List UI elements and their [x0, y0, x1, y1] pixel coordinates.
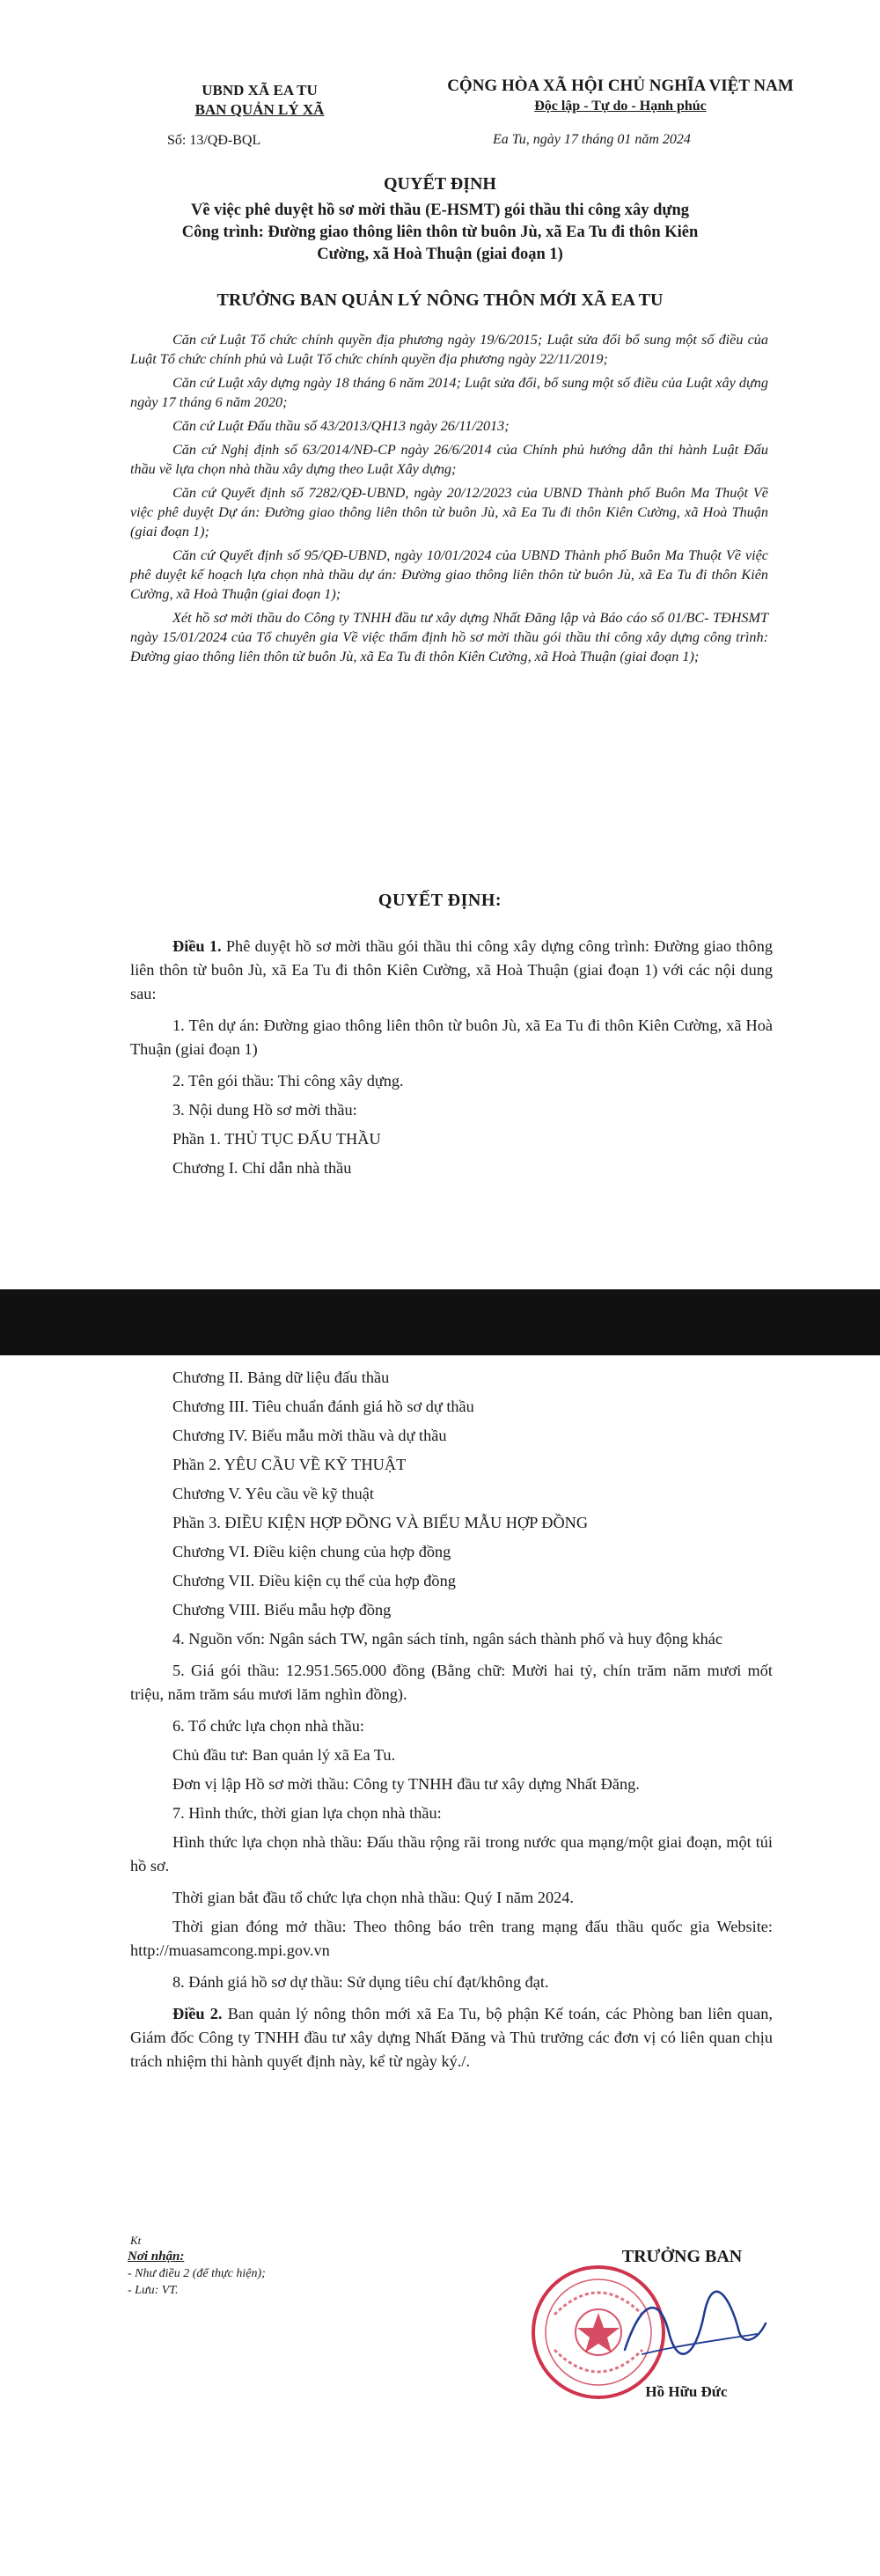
article-item: Phần 1. THỦ TỤC ĐẤU THẦU	[172, 1130, 381, 1148]
article-item: Chương VII. Điều kiện cụ thể của hợp đồng	[172, 1572, 456, 1589]
org-line-1: UBND XÃ EA TU	[202, 82, 318, 99]
article-item: 2. Tên gói thầu: Thi công xây dựng.	[172, 1072, 404, 1090]
document-date: Ea Tu, ngày 17 tháng 01 năm 2024	[493, 132, 691, 147]
article-2-label: Điều 2.	[172, 2005, 223, 2022]
recipients-list	[128, 2249, 392, 2299]
article-1-text: Phê duyệt hồ sơ mời thầu gói thầu thi công xây dựng công trình: Đường giao thông liên thôn từ buôn Jù, xã Ea Tu đi thôn Kiên Cường, xã Hoà Thuận (giai đoạn 1) với các nội dung sau:	[130, 937, 773, 1002]
subject-line-1: Về việc phê duyệt hồ sơ mời thầu (E-HSMT) gói thầu thi công xây dựng	[190, 202, 690, 219]
document-title: QUYẾT ĐỊNH	[384, 174, 496, 194]
article-item: Đơn vị lập Hồ sơ mời thầu: Công ty TNHH đầu tư xây dựng Nhất Đăng.	[172, 1775, 640, 1793]
ground-item: Căn cứ Luật Đấu thầu số 43/2013/QH13 ngày 26/11/2013;	[172, 418, 510, 434]
document-number: Số: 13/QĐ-BQL	[167, 133, 261, 148]
ground-item: Căn cứ Luật xây dựng ngày 18 tháng 6 năm 2014; Luật sửa đổi, bổ sung một số điều của Luật xây dựng ngày 17 tháng 6 năm 2020;	[130, 375, 768, 410]
article-1	[130, 935, 773, 1185]
subject-line-3: Cường, xã Hoà Thuận (giai đoạn 1)	[317, 246, 563, 263]
ground-item: Căn cứ Luật Tổ chức chính quyền địa phương ngày 19/6/2015; Luật sửa đổi bổ sung một số điều của Luật Tổ chức chính phủ và Luật Tổ chức chính quyền địa phương ngày 22/11/2019;	[130, 332, 768, 367]
article-item: Chủ đầu tư: Ban quản lý xã Ea Tu.	[172, 1746, 396, 1764]
ground-item: Xét hồ sơ mời thầu do Công ty TNHH đầu tư xây dựng Nhất Đăng lập và Báo cáo số 01/BC- TĐHSMT ngày 15/01/2024 của Tổ chuyên gia Về việc thẩm định hồ sơ mời thầu gói thầu thi công xây dựng công trình: Đường giao thông liên thôn từ buôn Jù, xã Ea Tu đi thôn Kiên Cường, xã Hoà Thuận (giai đoạn 1);	[130, 610, 768, 664]
subject-line-2: Công trình: Đường giao thông liên thôn từ buôn Jù, xã Ea Tu đi thôn Kiên	[181, 224, 699, 241]
article-item: Chương VIII. Biểu mẫu hợp đồng	[172, 1601, 392, 1618]
handwritten-mark: Kt	[130, 2234, 142, 2247]
article-1-label: Điều 1.	[172, 937, 222, 955]
ground-item: Căn cứ Quyết định số 7282/QĐ-UBND, ngày 20/12/2023 của UBND Thành phố Buôn Ma Thuột Về việc phê duyệt Dự án: Đường giao thông liên thôn từ buôn Jù, xã Ea Tu đi thôn Kiên Cường, xã Hoà Thuận (giai đoạn 1);	[130, 485, 768, 539]
ground-item: Căn cứ Quyết định số 95/QĐ-UBND, ngày 10/01/2024 của UBND Thành phố Buôn Ma Thuột Về việc phê duyệt kế hoạch lựa chọn nhà thầu dự án: Đường giao thông liên thôn từ buôn Jù, xã Ea Tu đi thôn Kiên Cường, xã Hoà Thuận (giai đoạn 1);	[130, 547, 768, 602]
article-item: Chương VI. Điều kiện chung của hợp đồng	[172, 1543, 451, 1560]
article-item: Phần 3. ĐIỀU KIỆN HỢP ĐỒNG VÀ BIỂU MẪU HỢP ĐỒNG	[172, 1514, 589, 1531]
article-2-text: Ban quản lý nông thôn mới xã Ea Tu, bộ phận Kế toán, các Phòng ban liên quan, Giám đốc Công ty TNHH đầu tư xây dựng Nhất Đăng và Thủ trưởng các đơn vị có liên quan chịu trách nhiệm thi hành quyết định này, kể từ ngày ký./.	[130, 2005, 774, 2070]
national-motto: Độc lập - Tự do - Hạnh phúc	[534, 99, 707, 114]
legal-grounds	[130, 330, 768, 671]
article-item: 5. Giá gói thầu: 12.951.565.000 đồng (Bằng chữ: Mười hai tỷ, chín trăm năm mươi mốt triệu, năm trăm sáu mươi lăm nghìn đồng).	[130, 1662, 773, 1703]
article-item: Chương V. Yêu cầu về kỹ thuật	[172, 1485, 374, 1502]
document-subject	[0, 200, 880, 266]
article-item: Chương IV. Biểu mẫu mời thầu và dự thầu	[172, 1427, 447, 1444]
article-item: Hình thức lựa chọn nhà thầu: Đấu thầu rộng rãi trong nước qua mạng/một giai đoạn, một túi hồ sơ.	[130, 1833, 773, 1875]
article-2	[130, 2002, 773, 2073]
signature-icon	[607, 2279, 774, 2376]
article-item: 6. Tổ chức lựa chọn nhà thầu:	[172, 1717, 364, 1735]
issuing-organization	[145, 81, 374, 120]
article-item: 7. Hình thức, thời gian lựa chọn nhà thầu:	[172, 1804, 442, 1822]
article-item: Phần 2. YÊU CẦU VỀ KỸ THUẬT	[172, 1456, 407, 1473]
page-separator	[0, 1289, 880, 1355]
national-header	[414, 76, 827, 116]
org-line-2: BAN QUẢN LÝ XÃ	[194, 101, 325, 118]
article-item: Thời gian bắt đầu tổ chức lựa chọn nhà thầu: Quý I năm 2024.	[172, 1889, 574, 1906]
decision-heading: QUYẾT ĐỊNH:	[378, 891, 502, 910]
recipients-heading: Nơi nhận:	[128, 2249, 185, 2264]
article-item: 8. Đánh giá hồ sơ dự thầu: Sử dụng tiêu chí đạt/không đạt.	[172, 1973, 549, 1991]
ground-item: Căn cứ Nghị định số 63/2014/NĐ-CP ngày 26/6/2014 của Chính phủ hướng dẫn thi hành Luật Đấu thầu về lựa chọn nhà thầu xây dựng theo Luật Xây dựng;	[130, 442, 768, 477]
article-item: Chương I. Chỉ dẫn nhà thầu	[172, 1159, 352, 1177]
article-item: Chương III. Tiêu chuẩn đánh giá hồ sơ dự thầu	[172, 1398, 474, 1415]
article-item: Thời gian đóng mở thầu: Theo thông báo trên trang mạng đấu thầu quốc gia Website: http://muasamcong.mpi.gov.vn	[130, 1918, 773, 1959]
signer-name: Hồ Hữu Đức	[645, 2383, 728, 2400]
article-item: Chương II. Bảng dữ liệu đấu thầu	[172, 1369, 390, 1386]
signer-title: TRƯỞNG BAN	[621, 2247, 743, 2266]
article-item: 1. Tên dự án: Đường giao thông liên thôn từ buôn Jù, xã Ea Tu đi thôn Kiên Cường, xã Hoà Thuận (giai đoạn 1)	[130, 1016, 773, 1058]
recipient-item: - Như điều 2 (để thực hiện);	[128, 2267, 266, 2280]
issuing-authority: TRƯỞNG BAN QUẢN LÝ NÔNG THÔN MỚI XÃ EA TU	[216, 290, 664, 310]
nation-name: CỘNG HÒA XÃ HỘI CHỦ NGHĨA VIỆT NAM	[447, 77, 794, 95]
article-item: 3. Nội dung Hồ sơ mời thầu:	[172, 1101, 357, 1119]
article-1-continued	[130, 1366, 773, 2081]
recipient-item: - Lưu: VT.	[128, 2284, 179, 2297]
article-item: 4. Nguồn vốn: Ngân sách TW, ngân sách tỉnh, ngân sách thành phố và huy động khác	[172, 1630, 722, 1648]
